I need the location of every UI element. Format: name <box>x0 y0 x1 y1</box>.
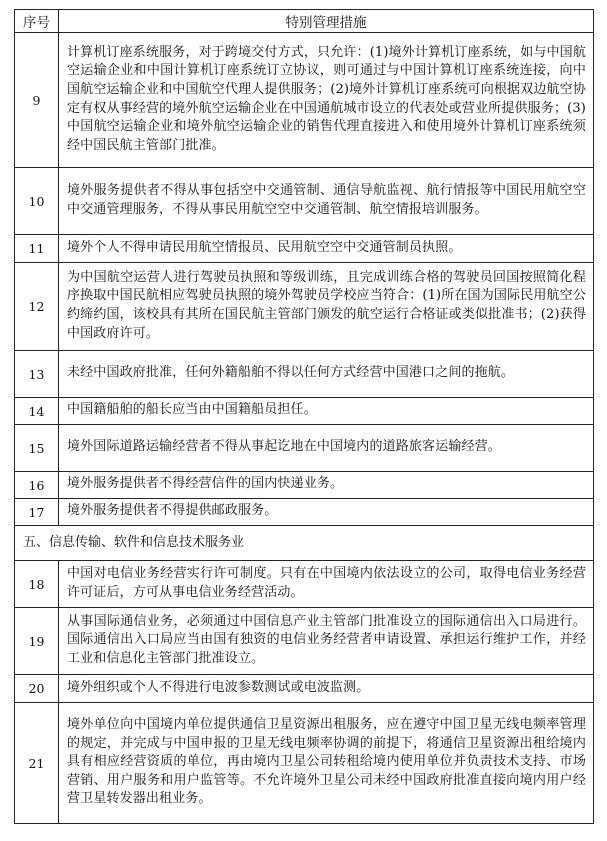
row-text: 中国对电信业务经营实行许可制度。只有在中国境内依法设立的公司，取得电信业务经营许可证后，方可从事电信业务经营活动。 <box>59 561 594 608</box>
table-row <box>15 608 594 675</box>
table-row <box>15 263 594 351</box>
table-row <box>15 472 594 499</box>
row-text: 未经中国政府批准，任何外籍船舶不得以任何方式经营中国港口之间的拖航。 <box>59 351 594 398</box>
row-number: 9 <box>15 33 59 168</box>
table-row <box>15 675 594 703</box>
row-number: 13 <box>15 351 59 398</box>
table-row <box>15 33 594 168</box>
table-row <box>15 499 594 526</box>
row-text: 境外服务提供者不得经营信件的国内快递业务。 <box>59 472 594 499</box>
row-text: 境外单位向中国境内单位提供通信卫星资源出租服务，应在遵守中国卫星无线电频率管理的规定，并完成与中国申报的卫星无线电频率协调的前提下，将通信卫星资源出租给境内具有相应经营资质的单位，再由境内卫星公司转租给境内使用单位并负责技术支持、市场营销、用户服务和用户监管等。不允许境外卫星公司未经中国政府批准直接向境内用户经营卫星转发器出租业务。 <box>59 703 594 824</box>
row-number: 19 <box>15 608 59 675</box>
table-row <box>15 398 594 425</box>
table-row <box>15 351 594 398</box>
row-number: 18 <box>15 561 59 608</box>
row-number: 14 <box>15 398 59 425</box>
row-text: 中国籍船舶的船长应当由中国籍船员担任。 <box>59 398 594 425</box>
table-row <box>15 425 594 472</box>
section-heading-row <box>15 526 594 561</box>
row-text: 境外个人不得申请民用航空情报员、民用航空空中交通管制员执照。 <box>59 235 594 263</box>
row-number: 10 <box>15 168 59 235</box>
table-row <box>15 703 594 824</box>
row-text: 境外服务提供者不得从事包括空中交通管制、通信导航监视、航行情报等中国民用航空空中交通管理服务，不得从事民用航空空中交通管制、航空情报培训服务。 <box>59 168 594 235</box>
section-heading: 五、信息传输、软件和信息技术服务业 <box>15 526 594 561</box>
row-text: 境外组织或个人不得进行电波参数测试或电波监测。 <box>59 675 594 703</box>
row-text: 为中国航空运营人进行驾驶员执照和等级训练，且完成训练合格的驾驶员回国按照简化程序换取中国民航相应驾驶员执照的境外驾驶员学校应当符合：(1)所在国为国际民用航空公约缔约国，该校具有其所在国民航主管部门颁发的航空运行合格证或类似批准书；(2)获得中国政府许可。 <box>59 263 594 351</box>
table-row <box>15 561 594 608</box>
table-row <box>15 235 594 263</box>
row-number: 12 <box>15 263 59 351</box>
row-text: 从事国际通信业务，必须通过中国信息产业主管部门批准设立的国际通信出入口局进行。国际通信出入口局应当由国有独资的电信业务经营者申请设置、承担运行维护工作，并经工业和信息化主管部门批准设立。 <box>59 608 594 675</box>
row-number: 16 <box>15 472 59 499</box>
document-page <box>14 9 594 824</box>
row-text: 计算机订座系统服务，对于跨境交付方式，只允许：(1)境外计算机订座系统，如与中国航空运输企业和中国计算机订座系统订立协议，则可通过与中国计算机订座系统连接，向中国航空运输企业和中国航空代理人提供服务；(2)境外计算机订座系统可向根据双边航空协定有权从事经营的境外航空运输企业在中国通航城市设立的代表处或营业所提供服务；(3)中国航空运输企业和境外航空运输企业的销售代理直接进入和使用境外计算机订座系统须经中国民航主管部门批准。 <box>59 33 594 168</box>
row-text: 境外服务提供者不得提供邮政服务。 <box>59 499 594 526</box>
row-number: 15 <box>15 425 59 472</box>
table-row <box>15 168 594 235</box>
row-number: 17 <box>15 499 59 526</box>
header-serial-number: 序号 <box>15 10 59 33</box>
row-number: 20 <box>15 675 59 703</box>
table-header-row <box>15 10 594 33</box>
row-text: 境外国际道路运输经营者不得从事起讫地在中国境内的道路旅客运输经营。 <box>59 425 594 472</box>
header-special-measures: 特别管理措施 <box>59 10 594 33</box>
special-measures-table <box>14 9 594 824</box>
row-number: 11 <box>15 235 59 263</box>
row-number: 21 <box>15 703 59 824</box>
